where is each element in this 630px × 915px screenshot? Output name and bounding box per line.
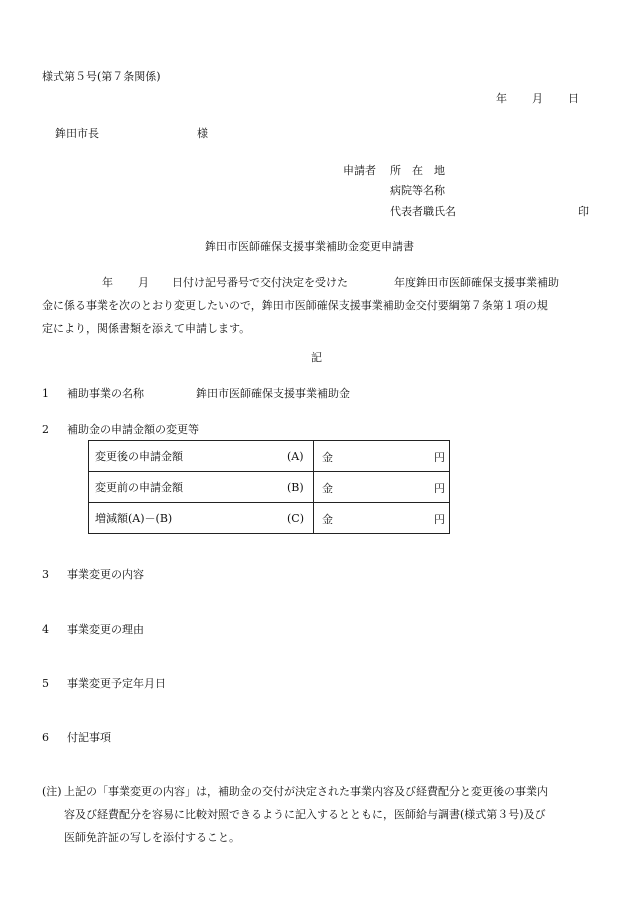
applicant-label: 申請者 [343, 164, 376, 177]
item-4-num: 4 [42, 623, 49, 636]
amount-table [88, 440, 450, 534]
item-2-label: 補助金の申請金額の変更等 [67, 423, 199, 436]
date-year: 年 [496, 92, 507, 105]
item-3-num: 3 [42, 568, 49, 581]
ki-mark: 記 [311, 351, 322, 364]
amount-cell[interactable] [314, 472, 450, 503]
yen-label: 円 [434, 451, 445, 464]
item-5-label: 事業変更予定年月日 [67, 677, 166, 690]
address-label: 所 在 地 [390, 164, 445, 177]
table-row [89, 503, 450, 534]
item-1-num: 1 [42, 387, 49, 400]
form-id: 様式第５号(第７条関係) [42, 70, 161, 83]
note-line1: 上記の「事業変更の内容」は，補助金の交付が決定された事業内容及び経費配分と変更後の事業内 [64, 785, 548, 798]
item-3-label: 事業変更の内容 [67, 568, 144, 581]
amount-cell[interactable] [314, 503, 450, 534]
intro-line2: 金に係る事業を次のとおり変更したいので，鉾田市医師確保支援事業補助金交付要綱第７条第１項の規 [42, 299, 548, 312]
item-2-num: 2 [42, 423, 49, 436]
kin-label: 金 [322, 482, 333, 495]
row-label: 変更後の申請金額 [89, 441, 282, 472]
hospital-label: 病院等名称 [390, 184, 445, 197]
yen-label: 円 [434, 482, 445, 495]
table-row [89, 441, 450, 472]
kin-label: 金 [322, 451, 333, 464]
item-4-label: 事業変更の理由 [67, 623, 144, 636]
row-mark: (A) [281, 441, 314, 472]
item-5-num: 5 [42, 677, 49, 690]
intro-month: 月 [138, 276, 149, 289]
table-row [89, 472, 450, 503]
note-prefix: (注) [42, 785, 62, 798]
addressee-honorific: 様 [197, 127, 208, 140]
addressee-name: 鉾田市長 [55, 127, 99, 140]
date-day: 日 [568, 92, 579, 105]
intro-fiscal-year: 年度鉾田市医師確保支援事業補助 [394, 276, 559, 289]
row-mark: (B) [281, 472, 314, 503]
intro-day-number: 日付け記号番号で交付決定を受けた [172, 276, 348, 289]
row-mark: (C) [281, 503, 314, 534]
document-title: 鉾田市医師確保支援事業補助金変更申請書 [205, 240, 414, 253]
item-6-num: 6 [42, 731, 49, 744]
intro-line3: 定により，関係書類を添えて申請します。 [42, 322, 251, 335]
note-line3: 医師免許証の写しを添付すること。 [64, 831, 240, 844]
date-month: 月 [532, 92, 543, 105]
seal-mark: 印 [578, 205, 589, 218]
kin-label: 金 [322, 513, 333, 526]
note-line2: 容及び経費配分を容易に比較対照できるように記入するとともに，医師給与調書(様式第３号)及び [64, 808, 546, 821]
rep-label: 代表者職氏名 [390, 205, 456, 218]
amount-cell[interactable] [314, 441, 450, 472]
row-label: 変更前の申請金額 [89, 472, 282, 503]
yen-label: 円 [434, 513, 445, 526]
item-6-label: 付記事項 [67, 731, 111, 744]
row-label: 増減額(A)－(B) [89, 503, 282, 534]
item-1-value: 鉾田市医師確保支援事業補助金 [196, 387, 350, 400]
intro-year: 年 [102, 276, 113, 289]
item-1-label: 補助事業の名称 [67, 387, 144, 400]
